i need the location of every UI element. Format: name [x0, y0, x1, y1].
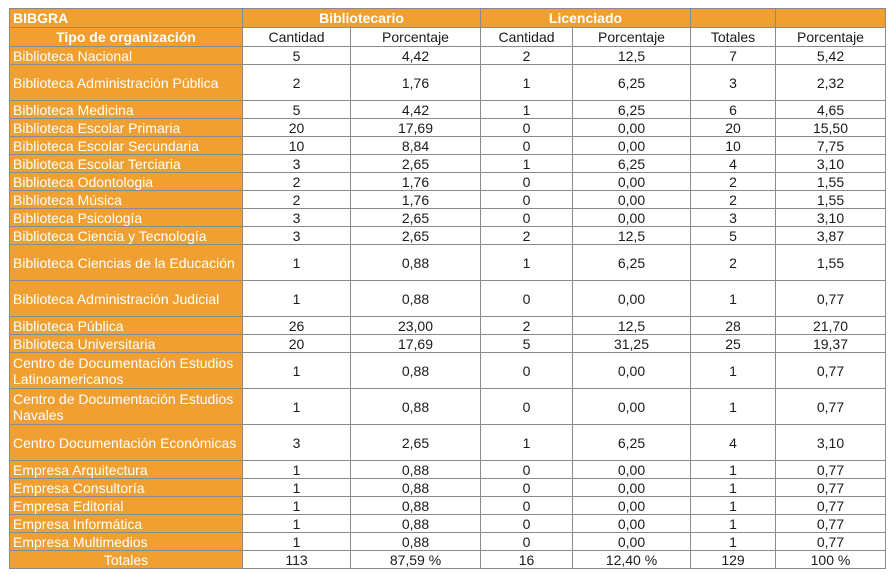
value-cell: 1	[243, 533, 351, 551]
table-row	[10, 173, 886, 191]
value-cell: 6,25	[573, 425, 691, 461]
value-cell: 21,70	[776, 317, 886, 335]
value-cell: 12,5	[573, 47, 691, 65]
organization-name: Biblioteca Ciencia y Tecnología	[10, 227, 243, 245]
value-cell: 2,65	[351, 227, 481, 245]
group-header-bibliotecario: Bibliotecario	[243, 9, 481, 28]
value-cell: 0,77	[776, 497, 886, 515]
value-cell: 2	[691, 173, 776, 191]
value-cell: 6,25	[573, 245, 691, 281]
organization-name: Centro de Documentación Estudios Latinoamericanos	[10, 353, 243, 389]
value-cell: 0,77	[776, 281, 886, 317]
value-cell: 8,84	[351, 137, 481, 155]
value-cell: 1	[481, 245, 573, 281]
value-cell: 1	[691, 479, 776, 497]
value-cell: 0	[481, 119, 573, 137]
value-cell: 0,88	[351, 353, 481, 389]
value-cell: 0	[481, 191, 573, 209]
value-cell: 3	[243, 425, 351, 461]
group-header-licenciado: Licenciado	[481, 9, 691, 28]
value-cell: 2,32	[776, 65, 886, 101]
value-cell: 1	[691, 281, 776, 317]
value-cell: 3	[691, 209, 776, 227]
organization-name: Biblioteca Ciencias de la Educación	[10, 245, 243, 281]
value-cell: 1	[243, 245, 351, 281]
value-cell: 0,00	[573, 137, 691, 155]
table-row	[10, 425, 886, 461]
table-row	[10, 389, 886, 425]
value-cell: 1	[691, 389, 776, 425]
value-cell: 12,5	[573, 317, 691, 335]
organization-name: Biblioteca Universitaria	[10, 335, 243, 353]
value-cell: 1,55	[776, 245, 886, 281]
value-cell: 1	[691, 461, 776, 479]
value-cell: 1	[691, 497, 776, 515]
value-cell: 0,00	[573, 281, 691, 317]
value-cell: 0	[481, 533, 573, 551]
value-cell: 1	[243, 389, 351, 425]
organization-name: Centro de Documentación Estudios Navales	[10, 389, 243, 425]
group-header-row	[10, 9, 886, 28]
value-cell: 5	[243, 47, 351, 65]
data-table	[9, 8, 886, 569]
table-row	[10, 497, 886, 515]
organization-name: Empresa Multimedios	[10, 533, 243, 551]
totals-row	[10, 551, 886, 569]
value-cell: 0	[481, 209, 573, 227]
organization-name: Biblioteca Música	[10, 191, 243, 209]
organization-name: Centro Documentación Económicas	[10, 425, 243, 461]
value-cell: 1,55	[776, 173, 886, 191]
value-cell: 6,25	[573, 101, 691, 119]
value-cell: 15,50	[776, 119, 886, 137]
value-cell: 0,00	[573, 479, 691, 497]
value-cell: 2	[243, 173, 351, 191]
value-cell: 1	[481, 101, 573, 119]
value-cell: 0,77	[776, 533, 886, 551]
organization-name: Empresa Editorial	[10, 497, 243, 515]
value-cell: 6	[691, 101, 776, 119]
value-cell: 10	[691, 137, 776, 155]
value-cell: 5	[481, 335, 573, 353]
value-cell: 2	[481, 47, 573, 65]
value-cell: 0,88	[351, 515, 481, 533]
organization-name: Biblioteca Administración Judicial	[10, 281, 243, 317]
value-cell: 2	[481, 317, 573, 335]
totals-label: Totales	[10, 551, 243, 569]
organization-name: Biblioteca Odontologia	[10, 173, 243, 191]
value-cell: 0	[481, 461, 573, 479]
value-cell: 0,88	[351, 389, 481, 425]
table-wrapper	[9, 8, 886, 569]
table-row	[10, 137, 886, 155]
value-cell: 1	[243, 281, 351, 317]
table-body	[10, 47, 886, 551]
group-header-empty-1	[691, 9, 776, 28]
value-cell: 4	[691, 155, 776, 173]
value-cell: 2	[691, 245, 776, 281]
value-cell: 3	[243, 227, 351, 245]
value-cell: 6,25	[573, 155, 691, 173]
total-cell: 16	[481, 551, 573, 569]
value-cell: 0	[481, 353, 573, 389]
value-cell: 17,69	[351, 119, 481, 137]
table-row	[10, 353, 886, 389]
table-row	[10, 65, 886, 101]
value-cell: 0,77	[776, 461, 886, 479]
value-cell: 23,00	[351, 317, 481, 335]
table-row	[10, 119, 886, 137]
value-cell: 0,00	[573, 209, 691, 227]
value-cell: 5	[691, 227, 776, 245]
value-cell: 1,76	[351, 65, 481, 101]
value-cell: 0	[481, 173, 573, 191]
organization-name: Biblioteca Psicología	[10, 209, 243, 227]
value-cell: 10	[243, 137, 351, 155]
value-cell: 19,37	[776, 335, 886, 353]
value-cell: 7,75	[776, 137, 886, 155]
value-cell: 20	[243, 335, 351, 353]
value-cell: 26	[243, 317, 351, 335]
column-header: Porcentaje	[351, 28, 481, 47]
organization-name: Biblioteca Administración Pública	[10, 65, 243, 101]
value-cell: 0,88	[351, 461, 481, 479]
value-cell: 0,00	[573, 191, 691, 209]
value-cell: 2	[691, 191, 776, 209]
value-cell: 0,88	[351, 245, 481, 281]
table-row	[10, 191, 886, 209]
value-cell: 0,77	[776, 515, 886, 533]
value-cell: 12,5	[573, 227, 691, 245]
table-row	[10, 281, 886, 317]
value-cell: 0,88	[351, 533, 481, 551]
value-cell: 2	[243, 191, 351, 209]
value-cell: 2,65	[351, 155, 481, 173]
value-cell: 4	[691, 425, 776, 461]
value-cell: 6,25	[573, 65, 691, 101]
value-cell: 20	[243, 119, 351, 137]
column-header: Porcentaje	[573, 28, 691, 47]
corner-header: BIBGRA	[10, 9, 243, 28]
table-row	[10, 101, 886, 119]
value-cell: 1	[243, 461, 351, 479]
value-cell: 1,55	[776, 191, 886, 209]
value-cell: 1	[481, 65, 573, 101]
table-row	[10, 155, 886, 173]
value-cell: 0,00	[573, 353, 691, 389]
value-cell: 0	[481, 389, 573, 425]
organization-name: Biblioteca Escolar Terciaria	[10, 155, 243, 173]
value-cell: 2,65	[351, 425, 481, 461]
value-cell: 5,42	[776, 47, 886, 65]
value-cell: 1,76	[351, 191, 481, 209]
value-cell: 0,88	[351, 479, 481, 497]
value-cell: 1	[691, 533, 776, 551]
organization-name: Biblioteca Nacional	[10, 47, 243, 65]
value-cell: 0,77	[776, 353, 886, 389]
value-cell: 0,88	[351, 497, 481, 515]
table-row	[10, 47, 886, 65]
value-cell: 17,69	[351, 335, 481, 353]
value-cell: 25	[691, 335, 776, 353]
value-cell: 1	[243, 353, 351, 389]
table-row	[10, 209, 886, 227]
value-cell: 3	[691, 65, 776, 101]
group-header-empty-2	[776, 9, 886, 28]
value-cell: 1	[691, 353, 776, 389]
value-cell: 1	[481, 155, 573, 173]
total-cell: 129	[691, 551, 776, 569]
value-cell: 4,42	[351, 47, 481, 65]
value-cell: 31,25	[573, 335, 691, 353]
table-row	[10, 227, 886, 245]
total-cell: 12,40 %	[573, 551, 691, 569]
value-cell: 0,00	[573, 515, 691, 533]
column-header: Cantidad	[243, 28, 351, 47]
value-cell: 0,88	[351, 281, 481, 317]
organization-name: Biblioteca Pública	[10, 317, 243, 335]
value-cell: 1,76	[351, 173, 481, 191]
total-cell: 100 %	[776, 551, 886, 569]
value-cell: 4,65	[776, 101, 886, 119]
column-header: Porcentaje	[776, 28, 886, 47]
value-cell: 7	[691, 47, 776, 65]
value-cell: 3	[243, 155, 351, 173]
value-cell: 28	[691, 317, 776, 335]
table-row	[10, 317, 886, 335]
value-cell: 0,00	[573, 461, 691, 479]
organization-name: Empresa Informática	[10, 515, 243, 533]
value-cell: 3,10	[776, 425, 886, 461]
table-row	[10, 245, 886, 281]
value-cell: 0	[481, 497, 573, 515]
organization-name: Biblioteca Medicina	[10, 101, 243, 119]
value-cell: 0,00	[573, 119, 691, 137]
column-header-org: Tipo de organización	[10, 28, 243, 47]
value-cell: 3	[243, 209, 351, 227]
value-cell: 1	[481, 425, 573, 461]
value-cell: 1	[243, 479, 351, 497]
value-cell: 2	[243, 65, 351, 101]
value-cell: 0,00	[573, 173, 691, 191]
value-cell: 3,10	[776, 209, 886, 227]
value-cell: 3,87	[776, 227, 886, 245]
value-cell: 0	[481, 479, 573, 497]
table-row	[10, 461, 886, 479]
value-cell: 2	[481, 227, 573, 245]
value-cell: 0	[481, 281, 573, 317]
value-cell: 5	[243, 101, 351, 119]
column-header: Cantidad	[481, 28, 573, 47]
organization-name: Biblioteca Escolar Secundaria	[10, 137, 243, 155]
value-cell: 1	[691, 515, 776, 533]
value-cell: 0,00	[573, 533, 691, 551]
column-header-row	[10, 28, 886, 47]
value-cell: 2,65	[351, 209, 481, 227]
value-cell: 0	[481, 515, 573, 533]
table-row	[10, 533, 886, 551]
value-cell: 0,77	[776, 389, 886, 425]
total-cell: 113	[243, 551, 351, 569]
table-row	[10, 335, 886, 353]
column-header: Totales	[691, 28, 776, 47]
value-cell: 3,10	[776, 155, 886, 173]
value-cell: 20	[691, 119, 776, 137]
total-cell: 87,59 %	[351, 551, 481, 569]
table-row	[10, 479, 886, 497]
organization-name: Empresa Consultoría	[10, 479, 243, 497]
value-cell: 0	[481, 137, 573, 155]
value-cell: 1	[243, 497, 351, 515]
organization-name: Empresa Arquitectura	[10, 461, 243, 479]
organization-name: Biblioteca Escolar Primaria	[10, 119, 243, 137]
value-cell: 0,00	[573, 497, 691, 515]
value-cell: 1	[243, 515, 351, 533]
table-row	[10, 515, 886, 533]
value-cell: 0,77	[776, 479, 886, 497]
value-cell: 0,00	[573, 389, 691, 425]
value-cell: 4,42	[351, 101, 481, 119]
